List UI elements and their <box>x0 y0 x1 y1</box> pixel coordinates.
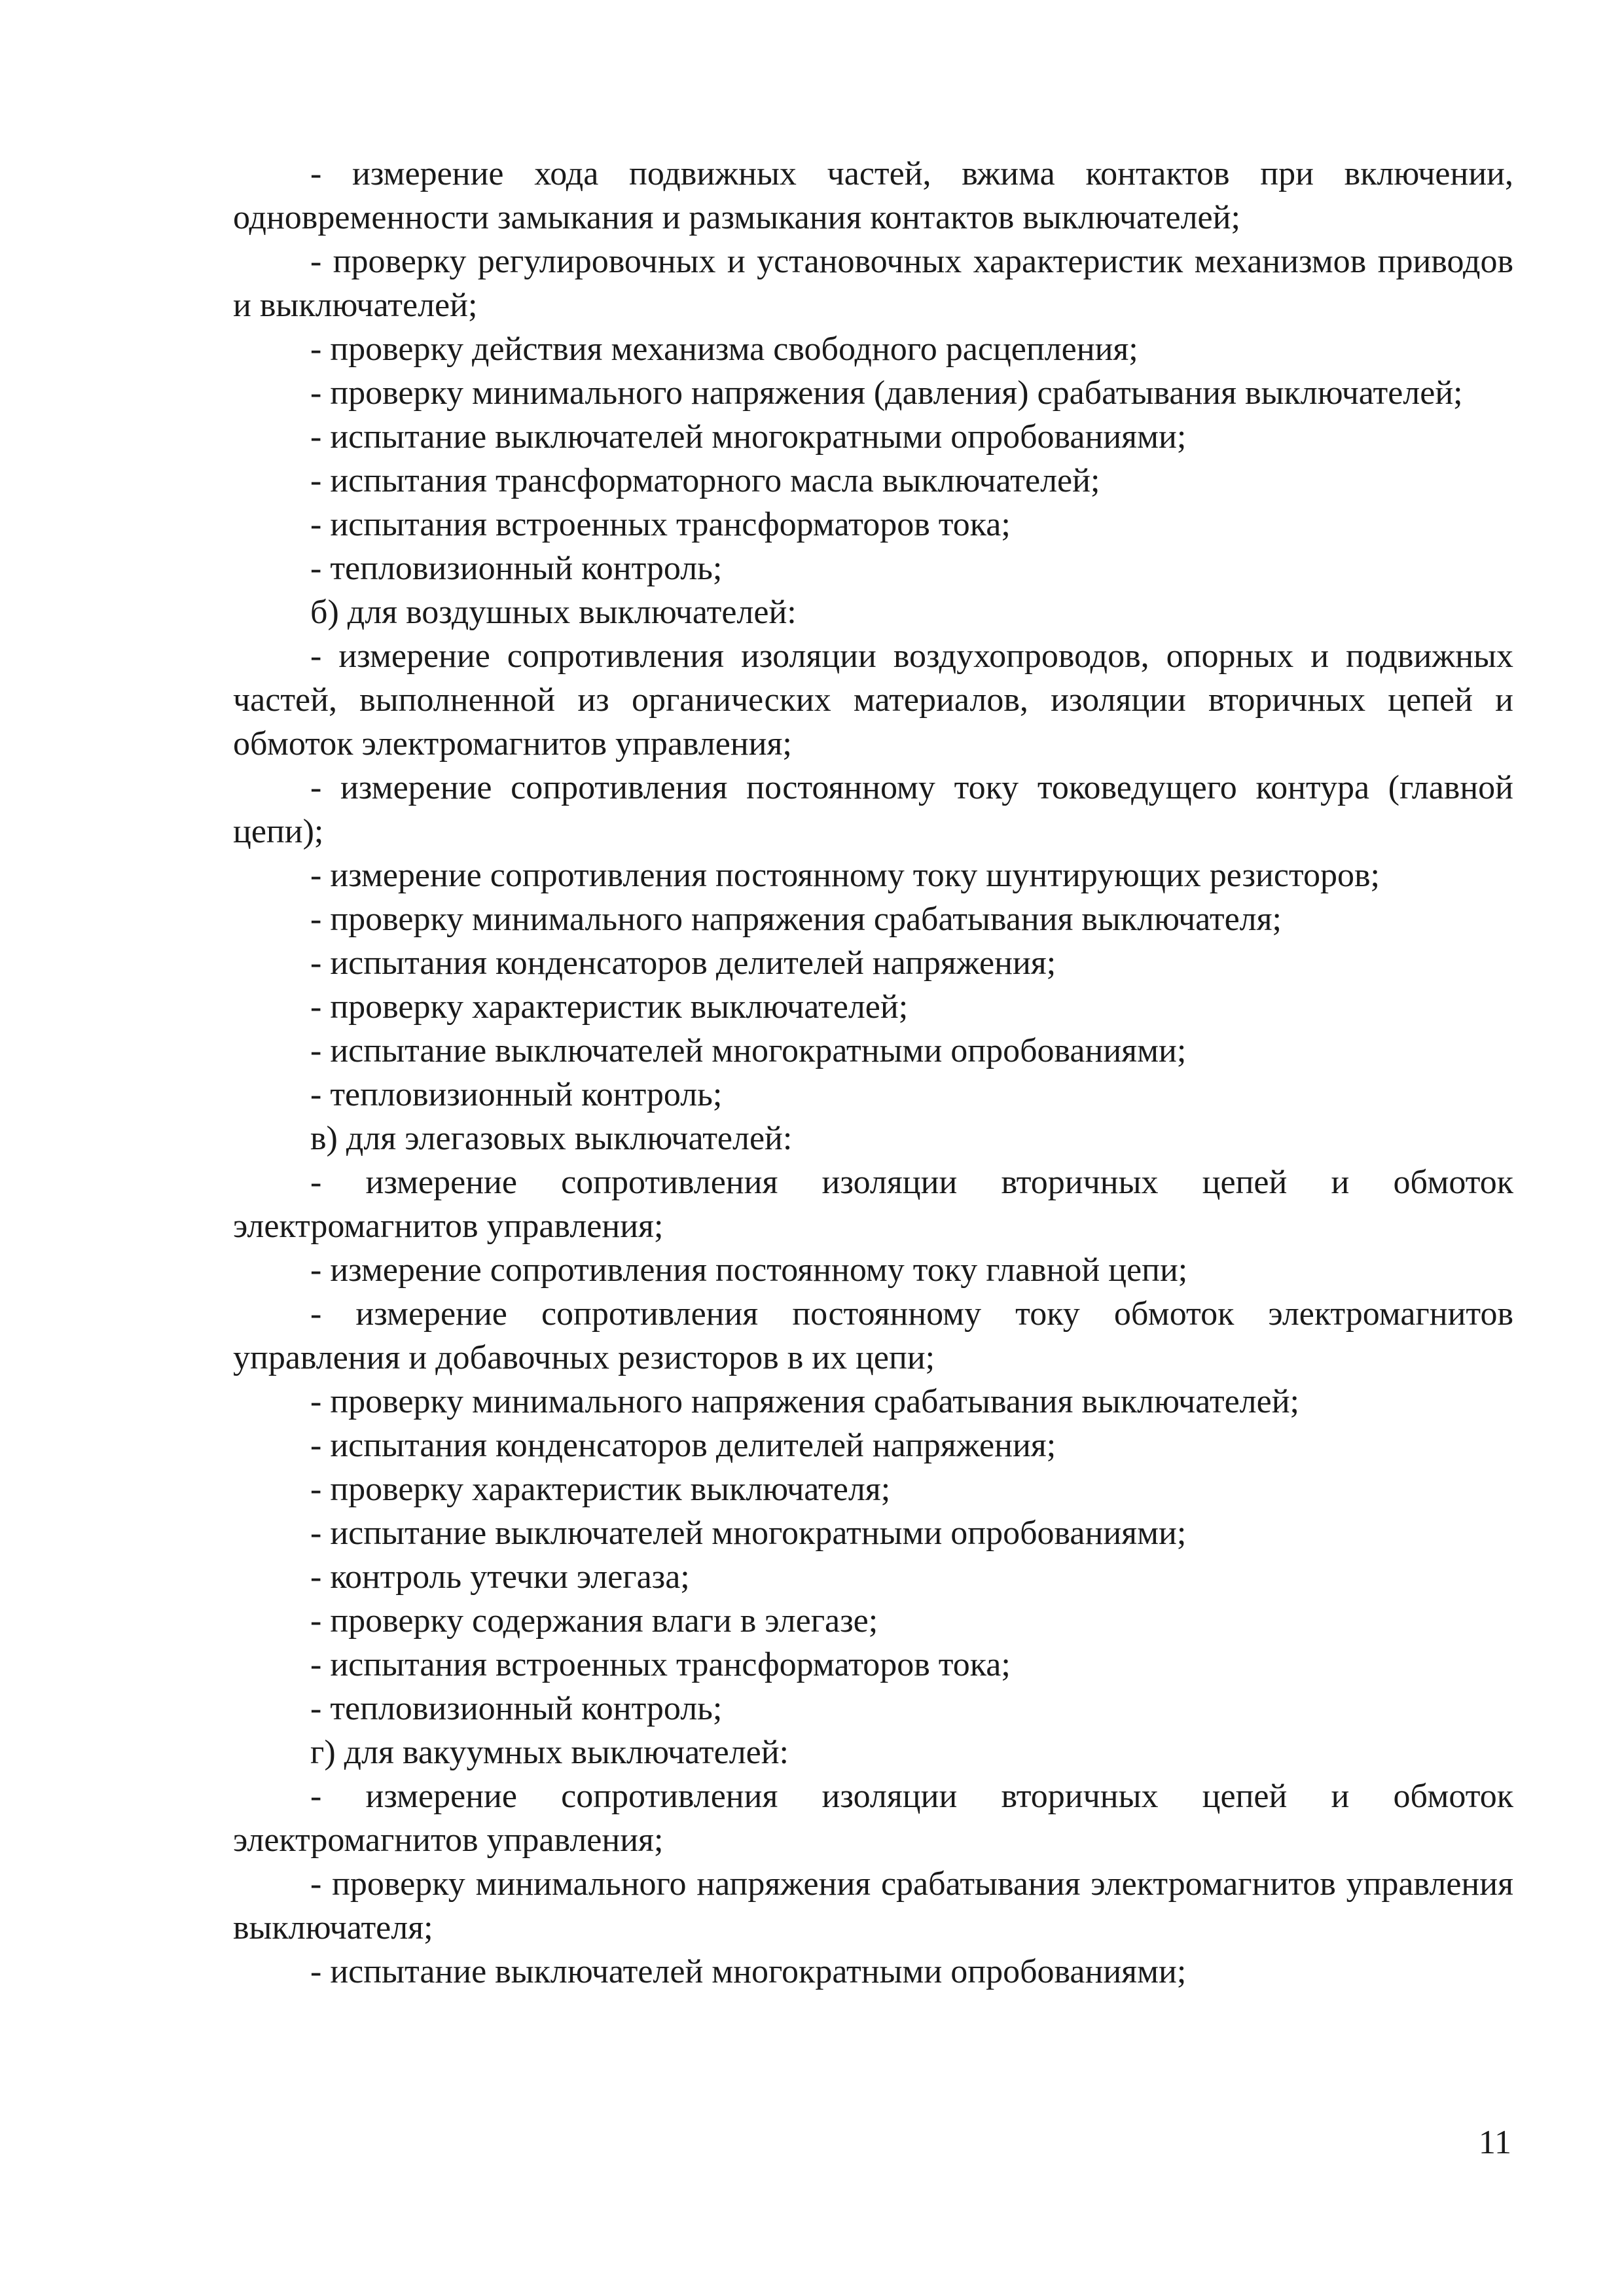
list-item: - измерение сопротивления постоянному току обмоток электромагнитов управления и добавочных резисторов в их цепи; <box>233 1295 1513 1376</box>
list-item: - испытание выключателей многократными опробованиями; <box>310 1953 1187 1990</box>
list-item: - испытания встроенных трансформаторов тока; <box>310 1646 1011 1683</box>
section-heading: б) для воздушных выключателей: <box>310 594 797 631</box>
list-item: - измерение сопротивления изоляции вторичных цепей и обмоток электромагнитов управления; <box>233 1164 1513 1245</box>
list-item: - проверку действия механизма свободного расцепления; <box>310 331 1138 368</box>
list-item: - проверку регулировочных и установочных характеристик механизмов приводов и выключателей; <box>233 243 1513 324</box>
list-item: - измерение сопротивления постоянному току главной цепи; <box>310 1251 1188 1289</box>
list-item: - испытания конденсаторов делителей напряжения; <box>310 944 1056 982</box>
list-item: - проверку минимального напряжения срабатывания выключателей; <box>310 1383 1299 1420</box>
list-item: - испытания встроенных трансформаторов тока; <box>310 506 1011 543</box>
list-item: - проверку минимального напряжения срабатывания выключателя; <box>310 901 1282 938</box>
page-number: 11 <box>1478 2124 1511 2161</box>
list-item: - тепловизионный контроль; <box>310 550 723 587</box>
list-item: - измерение сопротивления постоянному току токоведущего контура (главной цепи); <box>233 769 1513 850</box>
list-item: - тепловизионный контроль; <box>310 1076 723 1113</box>
list-item: - измерение сопротивления изоляции вторичных цепей и обмоток электромагнитов управления; <box>233 1778 1513 1859</box>
list-item: - измерение сопротивления постоянному току шунтирующих резисторов; <box>310 857 1380 894</box>
list-item: - тепловизионный контроль; <box>310 1690 723 1727</box>
list-item: - проверку характеристик выключателя; <box>310 1471 891 1508</box>
list-item: - проверку характеристик выключателей; <box>310 988 909 1026</box>
list-item: - проверку содержания влаги в элегазе; <box>310 1602 878 1640</box>
list-item: - испытания конденсаторов делителей напряжения; <box>310 1427 1056 1464</box>
list-item: - проверку минимального напряжения (давления) срабатывания выключателей; <box>310 374 1463 412</box>
list-item: - испытания трансформаторного масла выключателей; <box>310 462 1100 499</box>
list-item: - контроль утечки элегаза; <box>310 1558 690 1596</box>
list-item: - проверку минимального напряжения срабатывания электромагнитов управления выключателя; <box>233 1865 1513 1946</box>
section-heading: в) для элегазовых выключателей: <box>310 1120 793 1157</box>
list-item: - испытание выключателей многократными опробованиями; <box>310 418 1187 456</box>
list-item: - измерение сопротивления изоляции воздухопроводов, опорных и подвижных частей, выполненной из органических материалов, изоляции вторичных цепей и обмоток электромагнитов управления; <box>233 637 1513 762</box>
list-item: - измерение хода подвижных частей, вжима контактов при включении, одновременности замыкания и размыкания контактов выключателей; <box>233 155 1513 236</box>
document-body <box>233 152 1513 1994</box>
list-item: - испытание выключателей многократными опробованиями; <box>310 1515 1187 1552</box>
list-item: - испытание выключателей многократными опробованиями; <box>310 1032 1187 1069</box>
section-heading: г) для вакуумных выключателей: <box>310 1734 789 1771</box>
